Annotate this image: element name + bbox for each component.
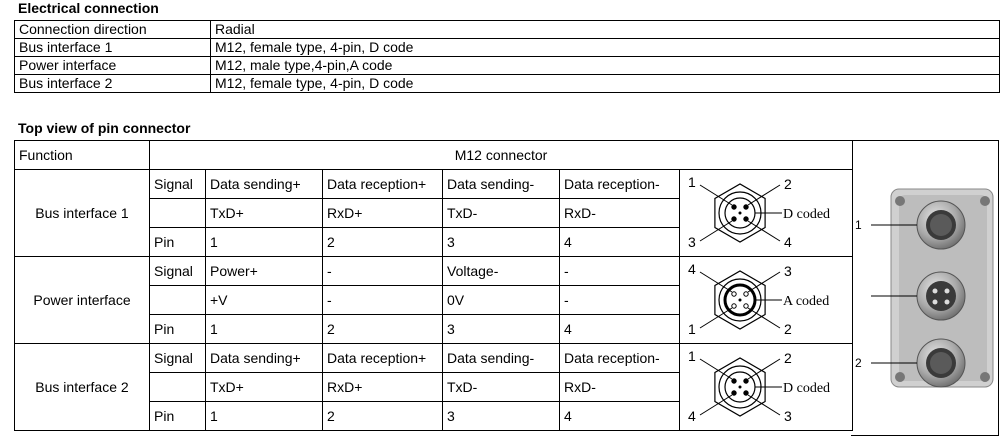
pin-cell: 4 — [560, 315, 680, 344]
pin-cell: RxD- — [560, 199, 680, 228]
coding-label: D coded — [783, 380, 831, 396]
electrical-label: Bus interface 2 — [15, 75, 211, 93]
coding-label: D coded — [783, 206, 831, 222]
connector-diagram-cell — [680, 344, 853, 431]
function-name: Bus interface 2 — [15, 344, 150, 431]
pin-cell: TxD- — [443, 373, 560, 402]
pin-cell: Data sending- — [443, 344, 560, 373]
row-type-label: Pin — [150, 315, 206, 344]
pin-cell: - — [323, 286, 443, 315]
pin-diagram — [682, 171, 850, 253]
pin-cell: Data sending+ — [206, 170, 323, 199]
row-type-label: Signal — [150, 170, 206, 199]
pin-diagram — [682, 258, 850, 340]
pin-number: 3 — [688, 233, 696, 250]
pin-cell: 1 — [206, 402, 323, 431]
coding-label: A coded — [783, 293, 830, 309]
pin-cell: 2 — [323, 315, 443, 344]
electrical-connection-table — [14, 20, 1000, 93]
electrical-value: Radial — [211, 21, 1000, 39]
pin-cell: 3 — [443, 402, 560, 431]
pin-connector-heading: Top view of pin connector — [18, 120, 191, 136]
pin-number: 4 — [688, 260, 696, 277]
electrical-value: M12, female type, 4-pin, D code — [211, 75, 1000, 93]
pin-cell: Data reception- — [560, 344, 680, 373]
pin-number: 1 — [688, 320, 696, 337]
electrical-value: M12, female type, 4-pin, D code — [211, 39, 1000, 57]
pin-cell: Data reception+ — [323, 170, 443, 199]
pin-cell: - — [323, 257, 443, 286]
electrical-label: Power interface — [15, 57, 211, 75]
function-name: Power interface — [15, 257, 150, 344]
connector-diagram-cell — [680, 170, 853, 257]
pin-number: 2 — [784, 320, 792, 337]
pin-cell: - — [560, 286, 680, 315]
pin-number: 2 — [784, 175, 792, 192]
row-type-label — [150, 373, 206, 402]
connector-diagram-cell — [680, 257, 853, 344]
row-type-label: Signal — [150, 344, 206, 373]
pin-cell: Data reception+ — [323, 344, 443, 373]
pin-cell: RxD+ — [323, 373, 443, 402]
row-type-label — [150, 199, 206, 228]
pin-cell: Data sending- — [443, 170, 560, 199]
pin-connector-table — [14, 140, 853, 431]
pin-cell: - — [560, 257, 680, 286]
pin-cell: TxD+ — [206, 373, 323, 402]
pin-cell: 1 — [206, 315, 323, 344]
pin-cell: Data sending+ — [206, 344, 323, 373]
pin-cell: Voltage- — [443, 257, 560, 286]
function-header: Function — [15, 141, 150, 170]
pin-table-row — [15, 344, 853, 373]
photo-label-1: 1 — [855, 218, 862, 232]
pin-cell: 0V — [443, 286, 560, 315]
pin-cell: Power+ — [206, 257, 323, 286]
row-type-label — [150, 286, 206, 315]
pin-number: 2 — [784, 349, 792, 366]
pin-diagram — [682, 345, 850, 427]
pin-number: 1 — [688, 347, 696, 364]
electrical-value: M12, male type,4-pin,A code — [211, 57, 1000, 75]
electrical-row — [15, 21, 1000, 39]
pin-number: 4 — [784, 233, 792, 250]
electrical-label: Connection direction — [15, 21, 211, 39]
pin-cell: +V — [206, 286, 323, 315]
electrical-row — [15, 75, 1000, 93]
row-type-label: Pin — [150, 402, 206, 431]
pin-cell: 4 — [560, 228, 680, 257]
pin-cell: RxD- — [560, 373, 680, 402]
pin-number: 1 — [688, 173, 696, 190]
pin-cell: Data reception- — [560, 170, 680, 199]
pin-cell: 3 — [443, 315, 560, 344]
pin-number: 3 — [784, 407, 792, 424]
electrical-connection-heading: Electrical connection — [18, 0, 159, 16]
electrical-row — [15, 57, 1000, 75]
photo-label-2: 2 — [855, 356, 862, 370]
row-type-label: Signal — [150, 257, 206, 286]
pin-cell: 2 — [323, 228, 443, 257]
electrical-label: Bus interface 1 — [15, 39, 211, 57]
pin-cell: RxD+ — [323, 199, 443, 228]
pin-cell: TxD+ — [206, 199, 323, 228]
pin-cell: 1 — [206, 228, 323, 257]
pin-number: 3 — [784, 262, 792, 279]
connector-photo — [851, 140, 999, 436]
pin-table-row — [15, 257, 853, 286]
m12-connector-header: M12 connector — [150, 141, 853, 170]
pin-number: 4 — [688, 407, 696, 424]
pin-cell: 4 — [560, 402, 680, 431]
row-type-label: Pin — [150, 228, 206, 257]
function-name: Bus interface 1 — [15, 170, 150, 257]
pin-cell: 2 — [323, 402, 443, 431]
pin-cell: 3 — [443, 228, 560, 257]
electrical-row — [15, 39, 1000, 57]
pin-cell: TxD- — [443, 199, 560, 228]
pin-table-row — [15, 170, 853, 199]
